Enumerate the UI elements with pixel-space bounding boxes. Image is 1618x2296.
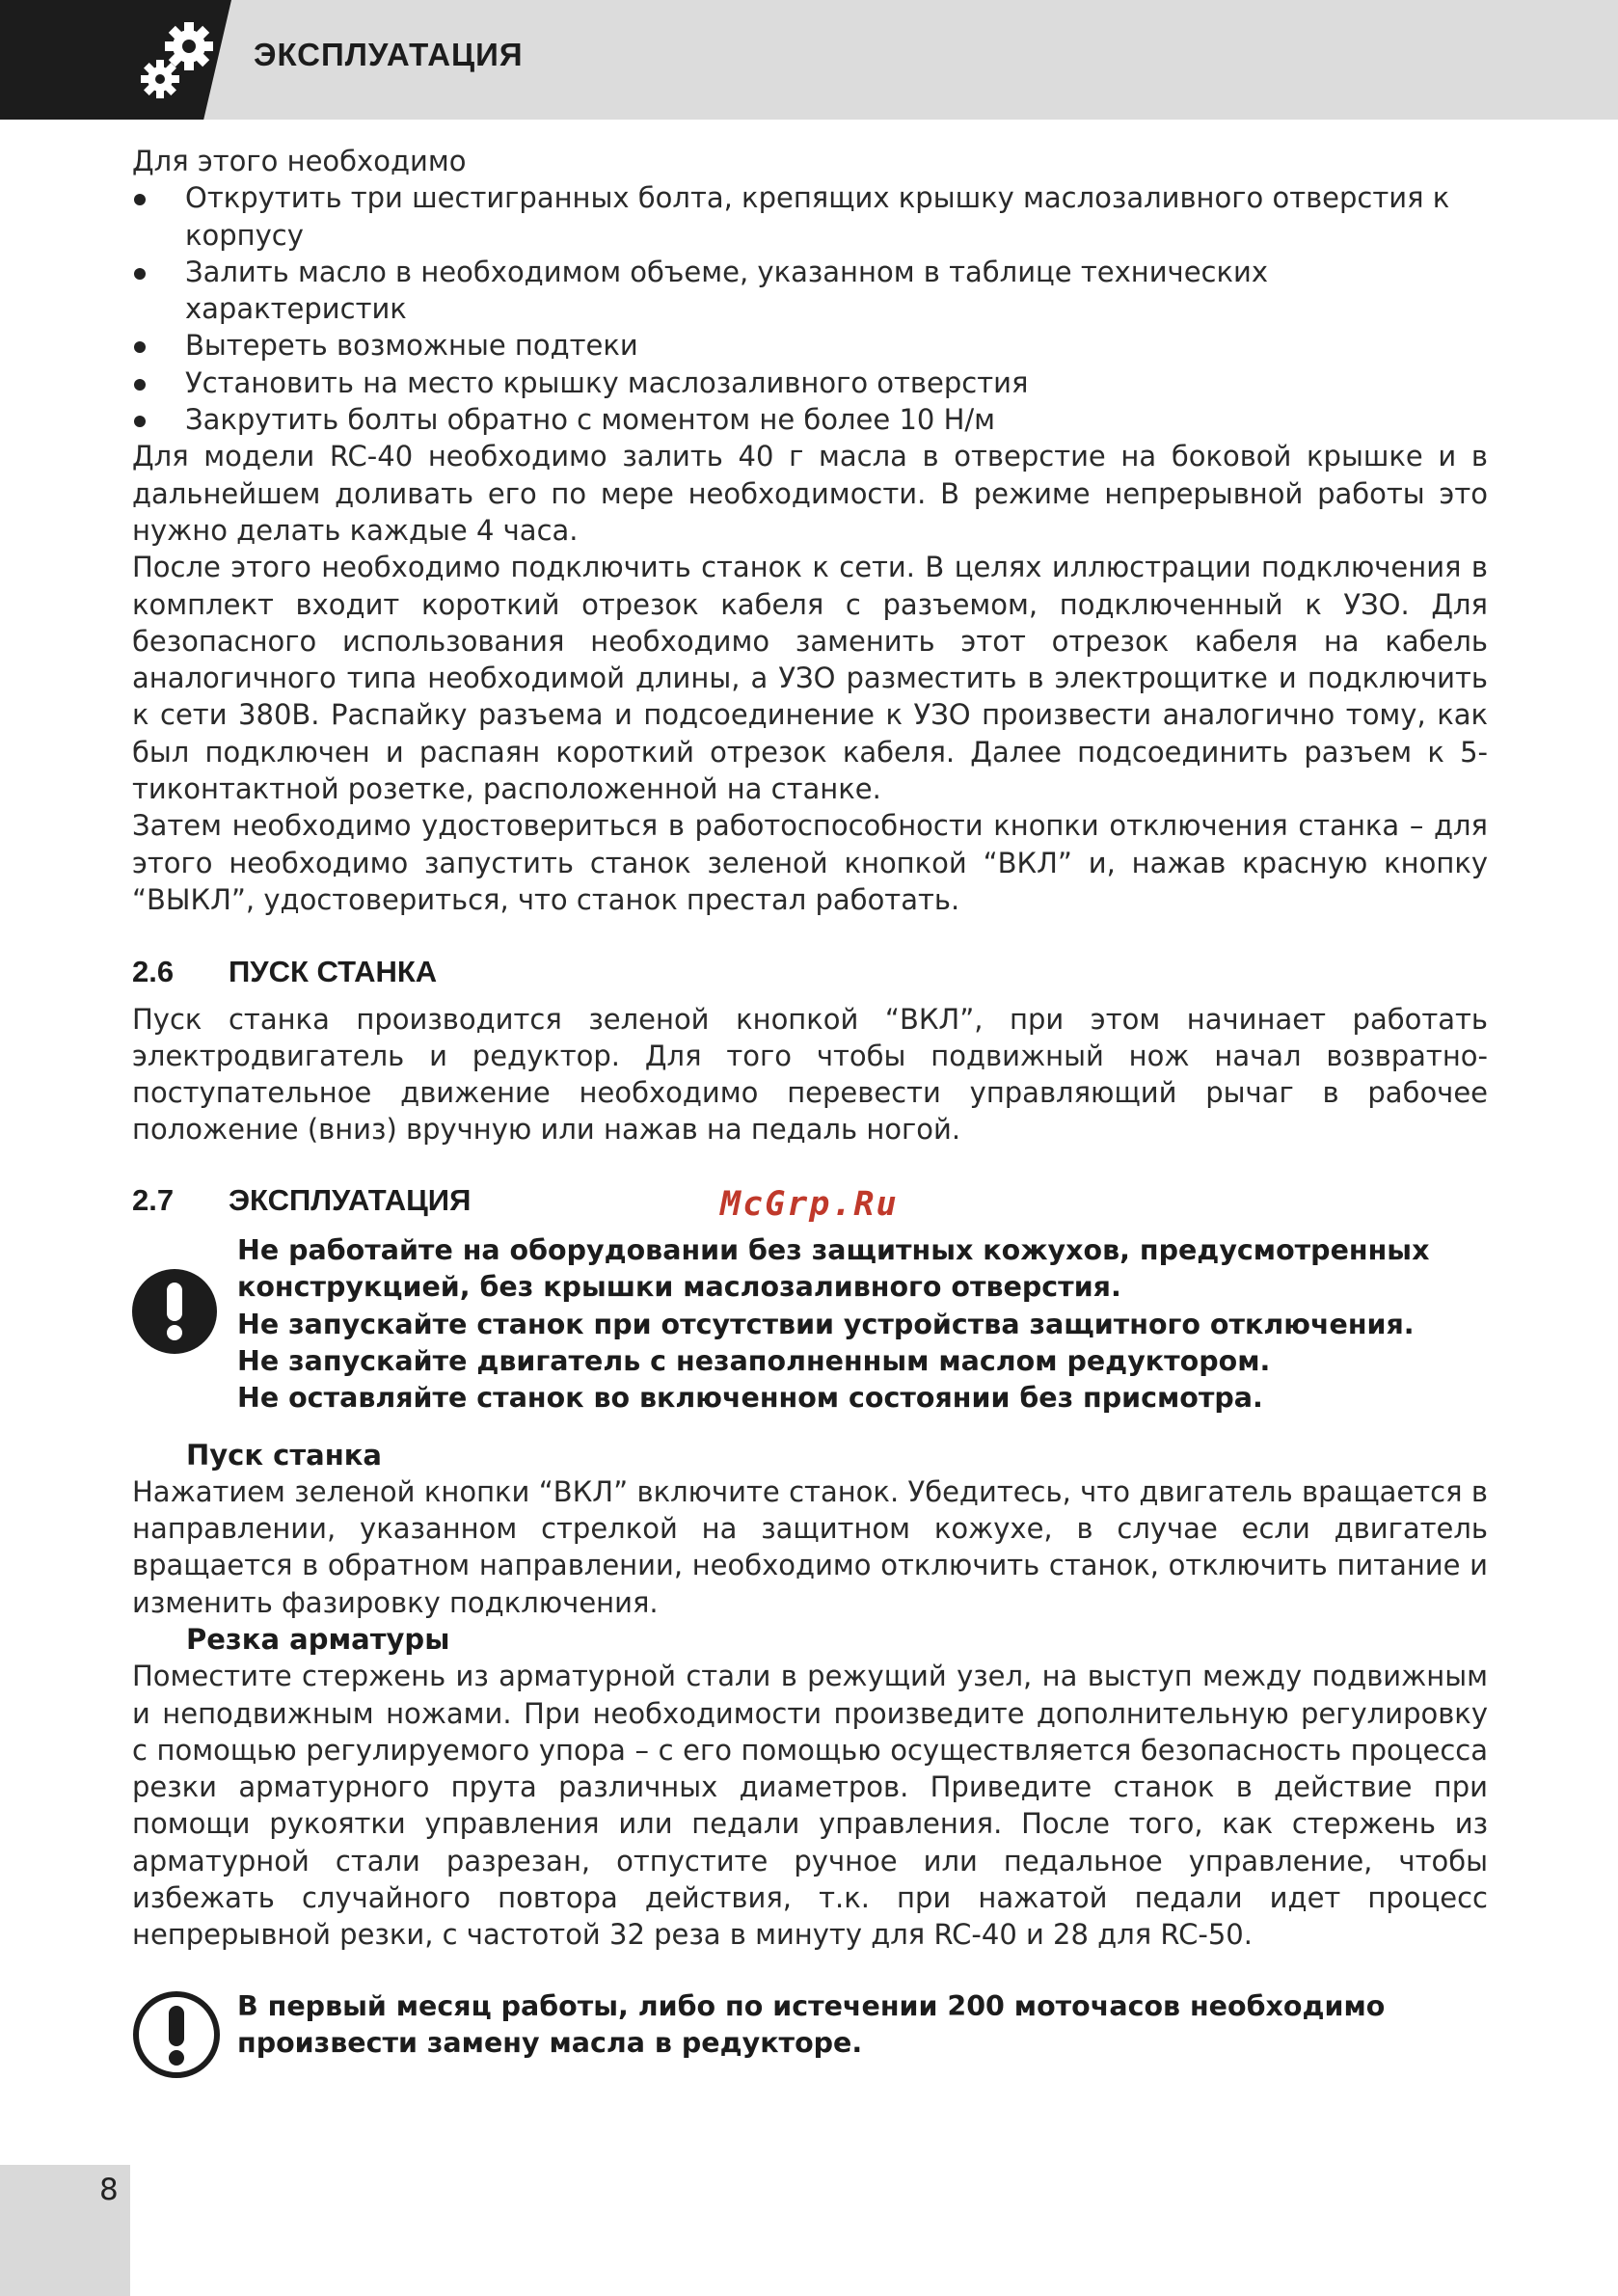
- subheading-cutting: Резка арматуры: [186, 1622, 450, 1656]
- exclamation-icon: [132, 1269, 217, 1354]
- warning-line: конструкцией, без крышки маслозаливного отверстия.: [237, 1271, 1121, 1304]
- gears-icon: [135, 17, 222, 104]
- warning-line: Не запускайте двигатель с незаполненным маслом редуктором.: [237, 1344, 1271, 1377]
- list-item: Залить масло в необходимом объеме, указанном в таблице технических характеристик: [132, 254, 1488, 328]
- note-block: [132, 1988, 1488, 2063]
- paragraph: После этого необходимо подключить станок к сети. В целях иллюстрации подключения в комплект входит короткий отрезок кабеля с разъемом, подключенный к УЗО. Для безопасного использования необходимо заменить этот отрезок кабеля на кабель аналогичного типа необходимой длины, а УЗО разместить в электрощитке и подключить к сети 380В. Распайку разъема и подсоединение к УЗО произвести аналогично тому, как был подключен и распаян короткий отрезок кабеля. Далее подсоединить разъем к 5-тиконтактной розетке, расположенной на станке.: [132, 551, 1488, 806]
- paragraph: Затем необходимо удостовериться в работоспособности кнопки отключения станка – для этого необходимо запустить станок зеленой кнопкой “ВКЛ” и, нажав красную кнопку “ВЫКЛ”, удостовериться, что станок престал работать.: [132, 809, 1488, 916]
- watermark: McGrp.Ru: [720, 1184, 899, 1224]
- section-heading-2-6: [132, 954, 1488, 990]
- list-item: Вытереть возможные подтеки: [132, 327, 1488, 364]
- note-line: произвести замену масла в редукторе.: [237, 2026, 863, 2059]
- section-title: ПУСК СТАНКА: [229, 955, 438, 989]
- paragraph: Поместите стержень из арматурной стали в режущий узел, на выступ между подвижным и неподвижным ножами. При необходимости произведите дополнительную регулировку с помощью регулируемого упора – с его помощью осуществляется безопасность процесса резки арматурного прута различных диаметров. Приведите станок в действие при помощи рукоятки управления или педали управления. После того, как стержень из арматурной стали разрезан, отпустите ручное или педальное управление, чтобы избежать случайного повтора действия, т.к. при нажатой педали идет процесс непрерывной резки, с частотой 32 реза в минуту для RC-40 и 28 для RC-50.: [132, 1660, 1488, 1952]
- exclamation-outline-icon: [132, 1990, 221, 2079]
- list-item: Открутить три шестигранных болта, крепящих крышку маслозаливного отверстия к корпусу: [132, 179, 1488, 254]
- paragraph: Нажатием зеленой кнопки “ВКЛ” включите станок. Убедитесь, что двигатель вращается в направлении, указанном стрелкой на защитном кожухе, в случае если двигатель вращается в обратном направлении, необходимо отключить станок, отключить питание и изменить фазировку подключения.: [132, 1474, 1488, 1619]
- list-item: Закрутить болты обратно с моментом не более 10 Н/м: [132, 401, 1488, 438]
- subheading-start: Пуск станка: [186, 1438, 382, 1472]
- intro-text: Для этого необходимо: [132, 145, 467, 177]
- warning-block: [132, 1232, 1488, 1417]
- warning-line: Не запускайте станок при отсутствии устройства защитного отключения.: [237, 1308, 1415, 1340]
- list-item: Установить на место крышку маслозаливного отверстия: [132, 365, 1488, 401]
- steps-list: [132, 179, 1488, 438]
- header-bar: [0, 0, 1618, 120]
- warning-line: Не работайте на оборудовании без защитных кожухов, предусмотренных: [237, 1234, 1430, 1267]
- warning-line: Не оставляйте станок во включенном состоянии без присмотра.: [237, 1382, 1263, 1415]
- section-number: 2.7: [132, 1182, 175, 1217]
- paragraph: Пуск станка производится зеленой кнопкой “ВКЛ”, при этом начинает работать электродвигатель и редуктор. Для того чтобы подвижный нож начал возвратно-поступательное движение необходимо перевести управляющий рычаг в рабочее положение (вниз) вручную или нажав на педаль ногой.: [132, 1002, 1488, 1147]
- paragraph: Для модели RC-40 необходимо залить 40 г масла в отверстие на боковой крышке и в дальнейшем доливать его по мере необходимости. В режиме непрерывной работы это нужно делать каждые 4 часа.: [132, 440, 1488, 547]
- page-number: 8: [99, 2173, 119, 2207]
- section-number: 2.6: [132, 955, 175, 989]
- header-title: ЭКСПЛУАТАЦИЯ: [254, 37, 524, 72]
- section-heading-2-7: [132, 1182, 1488, 1224]
- page-content: [132, 143, 1488, 2062]
- note-line: В первый месяц работы, либо по истечении 200 моточасов необходимо: [237, 1989, 1386, 2022]
- section-title: ЭКСПЛУАТАЦИЯ: [229, 1182, 472, 1217]
